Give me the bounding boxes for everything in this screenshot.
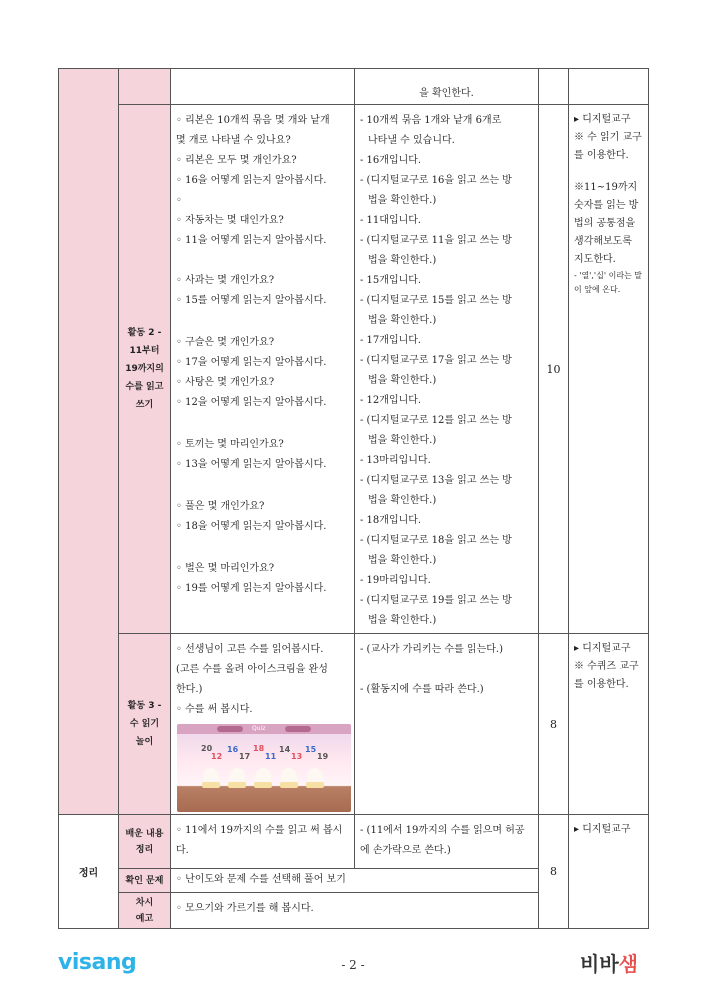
- summary-time: 8: [539, 815, 569, 929]
- student-line: - (디지털교구로 15를 읽고 쓰는 방: [360, 295, 512, 306]
- activity2-time: 10: [539, 105, 569, 634]
- student-line: - 17개입니다.: [360, 335, 422, 346]
- teacher-line: ◦ 리본은 모두 몇 개인가요?: [176, 155, 297, 166]
- teacher-line: ◦ 15를 어떻게 읽는지 알아봅시다.: [176, 295, 327, 306]
- student-line: 법을 확인한다.): [368, 375, 437, 386]
- student-line: - (디지털교구로 13을 읽고 쓰는 방: [360, 475, 512, 486]
- teacher-line: [176, 537, 350, 559]
- material-note: ▸ 디지털교구: [574, 824, 631, 835]
- teacher-line: (고른 수를 올려 아이스크림을 완성: [176, 664, 328, 675]
- teacher-line: ◦ 리본은 10개씩 묶음 몇 개와 낱개: [176, 115, 330, 126]
- student-line: - (디지털교구로 11을 읽고 쓰는 방: [360, 235, 512, 246]
- game-number: 15: [305, 745, 317, 754]
- teacher-line: ◦ 벌은 몇 마리인가요?: [176, 563, 275, 574]
- activity3-student-cell: [355, 634, 539, 815]
- teacher-line: 한다.): [176, 684, 203, 695]
- game-number: 16: [227, 745, 239, 754]
- teacher-line: 몇 개로 나타낼 수 있나요?: [176, 135, 291, 146]
- teacher-line: ◦ 자동차는 몇 대인가요?: [176, 215, 284, 226]
- teacher-line: ◦ 사과는 몇 개인가요?: [176, 275, 275, 286]
- teacher-line: [176, 475, 350, 497]
- lesson-plan-table: [58, 68, 649, 929]
- activity3-notes: [569, 634, 649, 815]
- student-line: - (디지털교구로 18을 읽고 쓰는 방: [360, 535, 512, 546]
- note-text: ※ 수퀴즈 교구를 이용한다.: [574, 661, 639, 690]
- teacher-line: ◦ 선생님이 고른 수를 읽어봅시다.: [176, 644, 324, 655]
- student-line: 법을 확인한다.): [368, 255, 437, 266]
- teacher-line: ◦ 12을 어떻게 읽는지 알아봅시다.: [176, 397, 327, 408]
- game-number: 14: [279, 745, 291, 754]
- teacher-line: ◦ 17을 어떻게 읽는지 알아봅시다.: [176, 357, 327, 368]
- quiz-game-screenshot: [177, 724, 351, 812]
- activity-cell-empty: [119, 69, 171, 105]
- teacher-line: ◦ 토끼는 몇 마리인가요?: [176, 439, 284, 450]
- game-number: 19: [317, 752, 329, 761]
- teacher-line: ◦: [176, 195, 182, 206]
- student-line: - 10개씩 묶음 1개와 낱개 6개로: [360, 115, 502, 126]
- time-cell-empty: [539, 69, 569, 105]
- teacher-line: [176, 413, 350, 435]
- check-row-label: 확인 문제: [119, 869, 171, 893]
- notes-cell-empty: [569, 69, 649, 105]
- activity2-notes: [569, 105, 649, 634]
- student-line: - 19마리입니다.: [360, 575, 431, 586]
- summary-teacher-text: ◦ 11에서 19까지의 수를 읽고 써 봅시다.: [171, 815, 355, 869]
- material-note: ▸ 디지털교구: [574, 643, 631, 654]
- activity2-label: 활동 2 - 11부터 19까지의 수를 읽고 쓰기: [119, 105, 171, 634]
- game-number: 20: [201, 744, 213, 753]
- student-line: - 13마리입니다.: [360, 455, 431, 466]
- game-number: 12: [211, 752, 223, 761]
- teacher-line: ◦ 19를 어떻게 읽는지 알아봅시다.: [176, 583, 327, 594]
- student-line: - 11대입니다.: [360, 215, 422, 226]
- teacher-line: ◦ 16을 어떻게 읽는지 알아봅시다.: [176, 175, 327, 186]
- note-text: ※ 수 읽기 교구를 이용한다.: [574, 132, 642, 161]
- vivasam-logo: 비바샘: [580, 952, 638, 976]
- student-line: 법을 확인한다.): [368, 315, 437, 326]
- student-line: - (교사가 가리키는 수를 읽는다.): [360, 644, 503, 655]
- note-text: ※11~19까지 숫자를 읽는 방법의 공통점을 생각해보도록 지도한다.: [574, 182, 639, 265]
- teacher-line: ◦ 18을 어떻게 읽는지 알아봅시다.: [176, 521, 327, 532]
- student-line: 법을 확인한다.): [368, 615, 437, 626]
- page-number: - 2 -: [341, 958, 365, 972]
- activity2-student-cell: [355, 105, 539, 634]
- student-line: [360, 660, 534, 680]
- next-lesson-label: 차시 예고: [119, 893, 171, 929]
- student-line: 법을 확인한다.): [368, 195, 437, 206]
- student-line: - 12개입니다.: [360, 395, 422, 406]
- stage-summary-label: 정리: [59, 815, 119, 929]
- material-note: ▸ 디지털교구: [574, 114, 631, 125]
- student-line: 법을 확인한다.): [368, 555, 437, 566]
- activity3-label: 활동 3 - 수 읽기 놀이: [119, 634, 171, 815]
- student-line: 나타낼 수 있습니다.: [368, 135, 455, 146]
- student-line: - 18개입니다.: [360, 515, 422, 526]
- student-line: - (디지털교구로 17을 읽고 쓰는 방: [360, 355, 512, 366]
- teacher-line: [176, 311, 350, 333]
- teacher-line: ◦ 13을 어떻게 읽는지 알아봅시다.: [176, 459, 327, 470]
- game-number: 13: [291, 752, 303, 761]
- student-line: 법을 확인한다.): [368, 435, 437, 446]
- teacher-line: ◦ 11을 어떻게 읽는지 알아봅시다.: [176, 235, 327, 246]
- student-line: - 15개입니다.: [360, 275, 422, 286]
- student-line: - (디지털교구로 19를 읽고 쓰는 방: [360, 595, 512, 606]
- activity3-time: 8: [539, 634, 569, 815]
- game-number: 18: [253, 744, 265, 753]
- teacher-line: ◦ 구슬은 몇 개인가요?: [176, 337, 275, 348]
- student-line: - 16개입니다.: [360, 155, 422, 166]
- student-continued-text: 을 확인한다.: [355, 69, 539, 105]
- teacher-line: ◦ 풀은 몇 개인가요?: [176, 501, 265, 512]
- summary-row-label: 배운 내용 정리: [119, 815, 171, 869]
- student-line: - (디지털교구로 16을 읽고 쓰는 방: [360, 175, 512, 186]
- teacher-cell-empty: [171, 69, 355, 105]
- teacher-line: ◦ 사탕은 몇 개인가요?: [176, 377, 275, 388]
- activity2-teacher-cell: [171, 105, 355, 634]
- student-line: - (디지털교구로 12를 읽고 쓰는 방: [360, 415, 512, 426]
- student-line: 법을 확인한다.): [368, 495, 437, 506]
- note-text: - '열','십' 이라는 말이 앞에 온다.: [574, 271, 643, 294]
- summary-student-text: - (11에서 19까지의 수를 읽으며 허공에 손가락으로 쓴다.): [355, 815, 539, 869]
- summary-notes: [569, 815, 649, 929]
- game-number: 17: [239, 752, 251, 761]
- stage-cell-development: [59, 69, 119, 815]
- game-title: Quiz: [252, 725, 266, 732]
- teacher-line: ◦ 수를 써 봅시다.: [176, 704, 253, 715]
- game-number: 11: [265, 752, 277, 761]
- student-line: - (활동지에 수를 따라 쓴다.): [360, 684, 484, 695]
- activity3-teacher-cell: [171, 634, 355, 815]
- teacher-line: [176, 251, 350, 271]
- check-row-text: ◦ 난이도와 문제 수를 선택해 풀어 보기: [171, 869, 539, 893]
- next-lesson-text: ◦ 모으기와 가르기를 해 봅시다.: [171, 893, 539, 929]
- visang-logo: visang: [58, 950, 137, 975]
